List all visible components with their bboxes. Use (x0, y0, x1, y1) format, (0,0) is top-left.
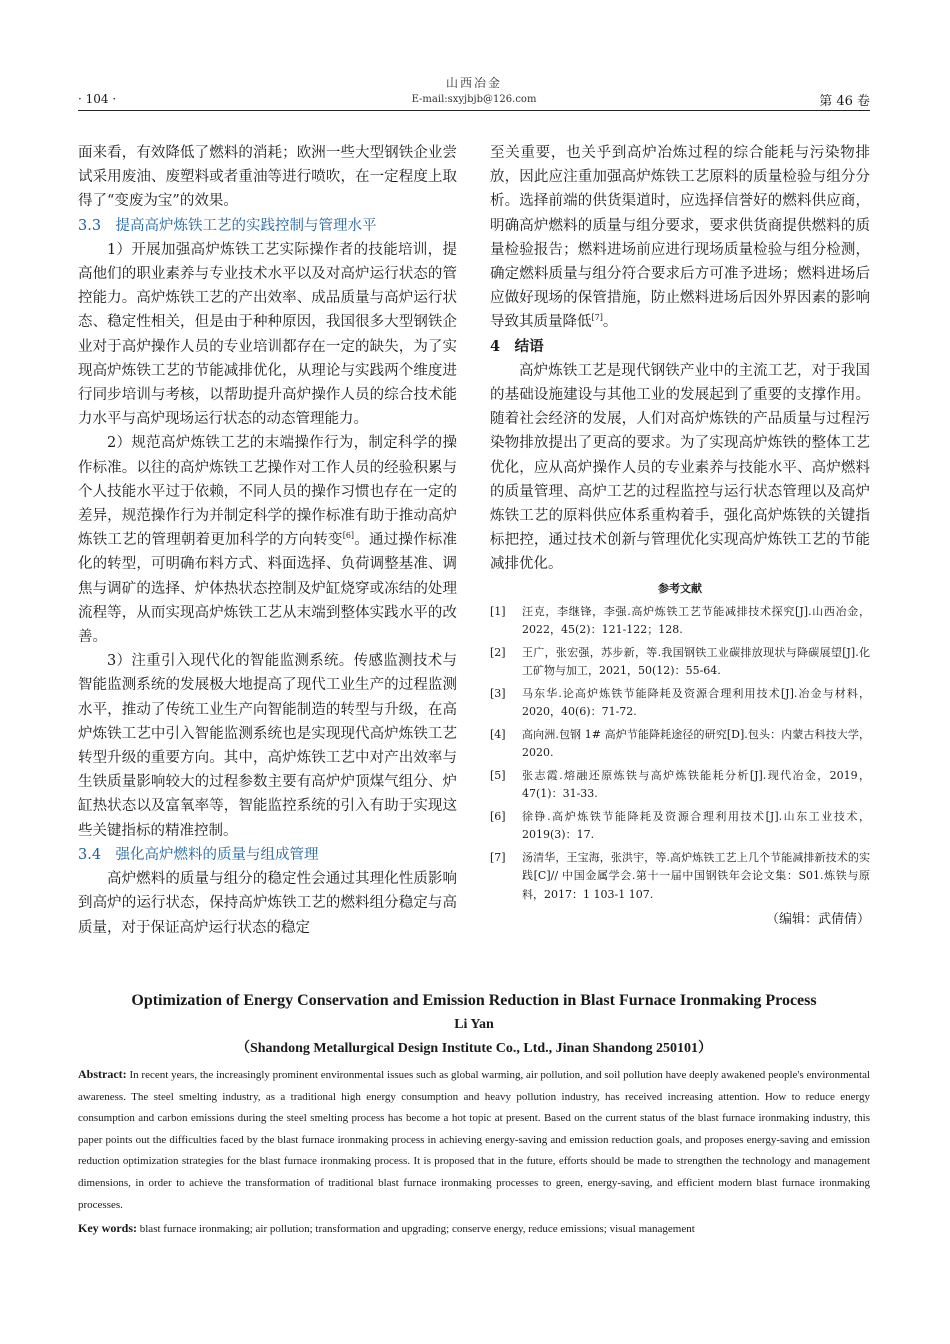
reference-text: 马东华.论高炉炼铁节能降耗及资源合理利用技术[J].冶金与材料，2020，40(6)：71-72. (522, 686, 870, 719)
left-paragraph-2-text-b: 。通过操作标准化的转型，可明确布料方式、料面选择、负荷调整基准、调焦与调矿的选择、炉体热状态控制及炉缸烧穿或冻结的处理流程等，从而实现高炉炼铁工艺从末端到整体实践水平的改善。 (78, 532, 458, 646)
citation-6: [6] (342, 531, 355, 541)
conclusion-paragraph: 高炉炼铁工艺是现代钢铁产业中的主流工艺，对于我国的基础设施建设与其他工业的发展起到了重要的支撑作用。随着社会经济的发展，人们对高炉炼铁的产品质量与过程污染物排放提出了更高的要求。为了实现高炉炼铁的整体工艺优化，应从高炉操作人员的专业素养与技能水平、高炉燃料的质量管理、高炉工艺的过程监控与运行状态管理以及高炉炼铁工艺的原料供应体系重构着手，强化高炉炼铁的关键指标把控，通过技术创新与管理优化实现高炉炼铁工艺的节能减排优化。 (490, 362, 870, 573)
reference-item (490, 603, 870, 640)
reference-number: [5] (490, 768, 506, 782)
abstract-text: In recent years, the increasingly prominent environmental issues such as global warming, air pollution, and soil pollution have deeply awakened people's environmental awareness. The steel smelting industry, as a traditional high energy consumption and heavy pollution industry, has received increasing attention. How to reduce energy consumption and carbon emissions during the steel smelting process has become a hot topic at present. Based on the current status of the blast furnace ironmaking industry, this paper points out the difficulties faced by the blast furnace ironmaking process in achieving energy-saving and emission reduction goals, and proposes energy-saving and emission reduction optimization strategies for the blast furnace ironmaking process. It is proposed that in the future, efforts should be made to strengthen the technology and management dimensions, in order to achieve the transformation of traditional blast furnace ironmaking processes to green, energy-saving, and efficient modern blast furnace ironmaking processes. (78, 1069, 871, 1211)
right-column (490, 141, 870, 927)
reference-number: [4] (490, 727, 506, 741)
left-column (78, 141, 457, 940)
reference-item (490, 849, 870, 905)
abstract-label: Abstract: (78, 1067, 127, 1081)
editor-credit: （编辑：武倩倩） (765, 912, 870, 928)
reference-number: [6] (490, 809, 506, 823)
reference-text: 汤清华，王宝海，张洪宇，等.高炉炼铁工艺上几个节能减排新技术的实践[C]// 中国金属学会.第十一届中国钢铁年会论文集：S01.炼铁与原料，2017：1 103-1 107. (522, 850, 870, 901)
reference-number: [1] (490, 604, 506, 618)
reference-number: [3] (490, 686, 506, 700)
reference-text: 张志霞.熔融还原炼铁与高炉炼铁能耗分析[J].现代冶金，2019，47(1)：31-33. (522, 768, 870, 801)
reference-text: 汪克，李继锋，李强.高炉炼铁工艺节能减排技术探究[J].山西冶金，2022，45(2)：121-122；128. (522, 604, 870, 637)
right-paragraph-continued (490, 141, 870, 335)
journal-email: E-mail:sxyjbjb@126.com (411, 94, 537, 105)
left-paragraph-3: 3）注重引入现代化的智能监测系统。传感监测技术与智能监测系统的发展极大地提高了现代工业生产的过程监测水平，推动了传统工业生产向智能制造的转型与升级，在高炉炼铁工艺中引入智能监测系统也是实现现代高炉炼铁工艺转型升级的重要方向。其中，高炉炼铁工艺中对产出效率与生铁质量影响较大的过程参数主要有高炉炉顶煤气组分、炉缸热状态以及富氧率等，智能监控系统的引入有助于实现这些关键指标的精准控制。 (78, 653, 457, 839)
reference-text: 高向洲.包钢 1# 高炉节能降耗途径的研究[D].包头：内蒙古科技大学，2020. (522, 727, 870, 760)
section-4-heading: 4 结语 (490, 337, 544, 355)
volume-label: 第 46 卷 (819, 94, 870, 109)
english-abstract-block (78, 990, 870, 1239)
right-paragraph-continued-text-b: 。 (602, 314, 618, 331)
reference-list (490, 603, 870, 905)
section-3-4-heading: 3.4 强化高炉燃料的质量与组成管理 (78, 846, 319, 863)
right-paragraph-continued-text-a: 至关重要，也关乎到高炉冶炼过程的综合能耗与污染物排放，因此应注重加强高炉炼铁工艺原料的质量检验与组分分析。选择前端的供货渠道时，应选择信誉好的燃料供应商，明确高炉燃料的质量与组分要求，要求供货商提供燃料的质量检验报告；燃料进场前应进行现场质量检验与组分检测，确定燃料质量与组分符合要求后方可准予进场；燃料进场后应做好现场的保管措施，防止燃料进场后因外界因素的影响导致其质量降低 (490, 145, 870, 331)
reference-number: [2] (490, 645, 506, 659)
english-title: Optimization of Energy Conservation and Emission Reduction in Blast Furnace Ironmaking Process (131, 992, 817, 1009)
english-author: Li Yan (454, 1017, 494, 1032)
left-paragraph-2-text-a: 2）规范高炉炼铁工艺的末端操作行为，制定科学的操作标准。以往的高炉炼铁工艺操作对工作人员的经验积累与个人技能水平过于依赖，不同人员的操作习惯也存在一定的差异，规范操作行为并制定科学的操作标准有助于推动高炉炼铁工艺的管理朝着更加科学的方向转变 (78, 435, 457, 549)
reference-item (490, 685, 870, 722)
reference-text: 徐铮.高炉炼铁节能降耗及资源合理利用技术[J].山东工业技术，2019(3)：17. (522, 809, 870, 842)
citation-7: [7] (591, 313, 603, 323)
english-abstract (78, 1064, 870, 1216)
reference-item (490, 726, 870, 763)
reference-number: [7] (490, 850, 506, 864)
left-paragraph-continued: 面来看，有效降低了燃料的消耗；欧洲一些大型钢铁企业尝试采用废油、废塑料或者重油等进行喷吹，在一定程度上取得了“变废为宝”的效果。 (78, 145, 457, 210)
english-keywords (78, 1218, 870, 1239)
reference-item (490, 644, 870, 681)
left-paragraph-4: 高炉燃料的质量与组分的稳定性会通过其理化性质影响到高炉的运行状态，保持高炉炼铁工艺的燃料组分稳定与高质量，对于保证高炉运行状态的稳定 (78, 871, 457, 936)
keywords-label: Key words: (78, 1221, 137, 1236)
section-3-3-heading: 3.3 提高高炉炼铁工艺的实践控制与管理水平 (78, 217, 377, 234)
page-header (78, 74, 870, 111)
left-paragraph-2 (78, 431, 457, 649)
english-affiliation: （Shandong Metallurgical Design Institute Co., Ltd., Jinan Shandong 250101） (235, 1041, 713, 1056)
journal-name: 山西冶金 (445, 76, 502, 90)
references-heading: 参考文献 (658, 581, 702, 595)
keywords-text: blast furnace ironmaking; air pollution; transformation and upgrading; conserve energy, reduce emissions; visual management (139, 1223, 695, 1236)
reference-text: 王广，张宏强，苏步新，等.我国钢铁工业碳排放现状与降碳展望[J].化工矿物与加工，2021，50(12)：55-64. (522, 645, 870, 678)
left-paragraph-1: 1）开展加强高炉炼铁工艺实际操作者的技能培训，提高他们的职业素养与专业技术水平以及对高炉运行状态的管控能力。高炉炼铁工艺的产出效率、成品质量与高炉运行状态、稳定性相关，但是由于种种原因，我国很多大型钢铁企业对于高炉操作人员的专业培训都存在一定的缺失，为了实现高炉炼铁工艺的节能减排优化，从理论与实践两个维度进行同步培训与考核，以帮助提升高炉操作人员的综合技术能力水平与高炉现场运行状态的动态管理能力。 (78, 241, 457, 428)
page-number: · 104 · (78, 92, 117, 106)
reference-item (490, 808, 870, 845)
reference-item (490, 767, 870, 804)
